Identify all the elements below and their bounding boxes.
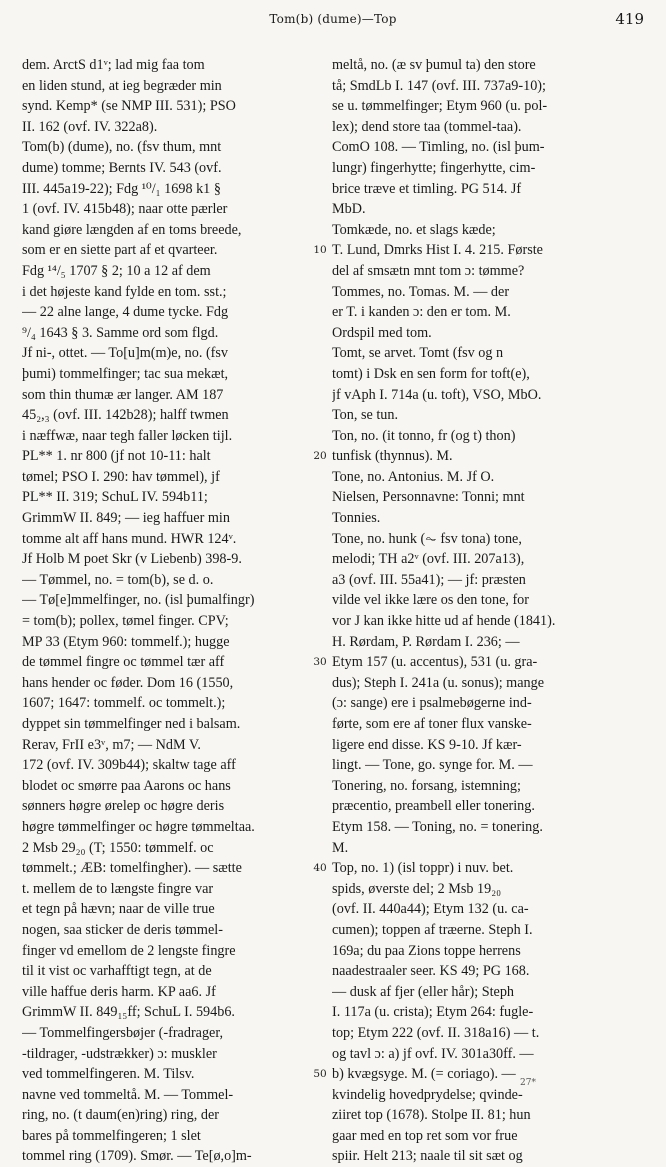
text-line: PL** II. 319; SchuL IV. 594b11;: [22, 489, 208, 506]
text-line: Ordspil med tom.: [332, 324, 432, 341]
text-line: T. Lund, Dmrks Hist I. 4. 215. Første: [332, 242, 543, 259]
text-line: nogen, saa sticker de deris tømmel-: [22, 921, 223, 938]
text-line: og tavl ɔ: a) jf ovf. IV. 301a30ff. —: [332, 1045, 534, 1062]
text-line: — Tø[e]mmelfinger, no. (isl þumalfingr): [22, 592, 255, 609]
text-line: lungr) fingerhytte; fingerhytte, cim-: [332, 159, 536, 176]
text-line: dus); Steph I. 241a (u. sonus); mange: [332, 674, 544, 691]
text-line: II. 162 (ovf. IV. 322a8).: [22, 118, 158, 135]
text-line: (ovf. II. 440a44); Etym 132 (u. ca-: [332, 901, 529, 918]
text-line: = tom(b); pollex, tømel finger. CPV;: [22, 613, 229, 630]
text-line: — 22 alne lange, 4 dume tycke. Fdg: [22, 304, 229, 321]
text-line: præcentio, preambell eller tonering.: [332, 798, 535, 815]
text-line: navne ved tommeltå. M. — Tommel-: [22, 1086, 234, 1103]
text-line: tommel ring (1709). Smør. — Te[ø,o]m-: [22, 1148, 252, 1165]
text-line: ziiret top (1678). Stolpe II. 81; hun: [332, 1107, 531, 1124]
text-line: 45₂,₃ (ovf. III. 142b28); halff twmen: [22, 407, 229, 424]
text-line: a3 (ovf. III. 55a41); — jf: præsten: [332, 571, 526, 588]
line-number-marker: 20: [313, 450, 327, 463]
text-line: Rerav, FrII e3ᵛ, m7; — NdM V.: [22, 736, 201, 753]
text-line: Tonnies.: [332, 510, 381, 527]
text-line: 172 (ovf. IV. 309b44); skaltw tage aff: [22, 757, 236, 774]
text-line: — Tommelfingersbøjer (-fradrager,: [22, 1024, 224, 1041]
text-line: b) kvægsyge. M. (= coriago). —: [332, 1066, 516, 1083]
text-line: sønners høgre ørelep oc høgre deris: [22, 798, 225, 815]
text-line: Tone, no. Antonius. M. Jf O.: [332, 468, 495, 485]
text-line: Fdg ¹⁴/₅ 1707 § 2; 10 a 12 af dem: [22, 262, 211, 279]
text-line: se u. tømmelfinger; Etym 960 (u. pol-: [332, 98, 548, 115]
text-line: 2 Msb 29₂₀ (T; 1550: tømmelf. oc: [22, 839, 214, 856]
text-line: lex); dend store taa (tommel-taa).: [332, 118, 522, 135]
text-line: som er en siette part af et qvarteer.: [22, 242, 218, 259]
text-line: naadestraaler seer. KS 49; PG 168.: [332, 963, 530, 980]
text-line: Tomkæde, no. et slags kæde;: [332, 221, 496, 238]
signature-mark: 27*: [520, 1078, 536, 1088]
text-line: gaar med en top ret som vor frue: [332, 1127, 518, 1144]
running-title: Tom(b) (dume)—Top: [269, 12, 397, 26]
text-line: vor J kan ikke hitte ud af hende (1841).: [332, 613, 556, 630]
text-line: 1607; 1647: tommelf. oc tommelt.);: [22, 695, 226, 712]
text-line: MbD.: [332, 201, 366, 218]
text-line: synd. Kemp* (se NMP III. 531); PSO: [22, 98, 236, 115]
text-line: Jf ni-, ottet. — To[u]m(m)e, no. (fsv: [22, 345, 229, 362]
text-line: Ton, se tun.: [332, 407, 398, 424]
text-line: dume) tomme; Bernts IV. 543 (ovf.: [22, 159, 222, 176]
text-line: Nielsen, Personnavne: Tonni; mnt: [332, 489, 525, 506]
text-line: tomt) i Dsk en sen form for toft(e),: [332, 365, 530, 382]
text-line: brice træve et timling. PG 514. Jf: [332, 180, 522, 197]
text-line: ring, no. (t daum(en)ring) ring, der: [22, 1107, 219, 1124]
text-line: (ɔ: sange) ere i psalmebøgerne ind-: [332, 695, 532, 712]
text-line: -tildrager, -udstrækker) ɔ: muskler: [22, 1045, 217, 1062]
text-line: GrimmW II. 849₁₅ff; SchuL I. 594b6.: [22, 1004, 235, 1021]
text-line: GrimmW II. 849; — ieg haffuer min: [22, 510, 230, 527]
text-line: tå; SmdLb I. 147 (ovf. III. 737a9-10);: [332, 77, 546, 94]
text-line: tunfisk (thynnus). M.: [332, 448, 453, 465]
text-line: cumen); toppen af træerne. Steph I.: [332, 921, 533, 938]
text-line: kand giøre længden af en toms breede,: [22, 221, 242, 238]
text-line: høgre tømmelfinger oc høgre tømmeltaa.: [22, 818, 255, 835]
text-line: — dusk af fjer (eller hår); Steph: [332, 983, 515, 1000]
text-line: dem. ArctS d1ᵛ; lad mig faa tom: [22, 57, 205, 73]
left-column: [22, 55, 322, 1167]
page-number: 419: [615, 10, 644, 28]
text-line: jf vAph I. 714a (u. toft), VSO, MbO.: [332, 386, 542, 403]
text-line: tomme alt aff hans mund. HWR 124ᵛ.: [22, 530, 237, 547]
text-line: tømel; PSO I. 290: hav tømmel), jf: [22, 468, 220, 485]
text-line: 169a; du paa Zions toppe herrens: [332, 942, 521, 959]
text-line: meltå, no. (æ sv þumul ta) den store: [332, 57, 536, 73]
text-line: I. 117a (u. crista); Etym 264: fugle-: [332, 1004, 534, 1021]
text-line: finger vd emellom de 2 lengste fingre: [22, 942, 236, 959]
text-line: de tømmel fingre oc tømmel tær aff: [22, 654, 225, 671]
text-line: III. 445a19-22); Fdg ¹⁰/₁ 1698 k1 §: [22, 180, 221, 197]
line-number-marker: 40: [313, 862, 327, 875]
text-line: spiir. Helt 213; naale til sit sæt og: [332, 1148, 523, 1165]
text-line: til it vist oc varhafftigt tegn, at de: [22, 963, 212, 980]
text-line: Tomt, se arvet. Tomt (fsv og n: [332, 345, 504, 362]
text-line: Tone, no. hunk (⏦ fsv tona) tone,: [332, 530, 522, 547]
text-line: M.: [332, 839, 349, 856]
text-line: — Tømmel, no. = tom(b), se d. o.: [22, 571, 214, 588]
text-line: i næffwæ, naar tegh faller løcken tijl.: [22, 427, 233, 444]
text-line: blodet oc smørre paa Aarons oc hans: [22, 777, 231, 794]
text-line: dyppet sin tømmelfinger ned i balsam.: [22, 716, 241, 732]
text-line: t. mellem de to længste fingre var: [22, 880, 214, 897]
text-line: som thin thumæ ær langer. AM 187: [22, 386, 224, 403]
text-line: Jf Holb M poet Skr (v Liebenb) 398-9.: [22, 551, 242, 568]
text-line: top; Etym 222 (ovf. II. 318a16) — t.: [332, 1024, 540, 1041]
text-line: Tonering, no. forsang, istemning;: [332, 777, 521, 794]
text-line: Tommes, no. Tomas. M. — der: [332, 283, 510, 300]
text-line: ved tommelfingeren. M. Tilsv.: [22, 1066, 195, 1083]
text-line: spids, øverste del; 2 Msb 19₂₀: [332, 880, 502, 897]
text-line: melodi; TH a2ᵛ (ovf. III. 207a13),: [332, 551, 525, 568]
text-line: hans hender oc føder. Dom 16 (1550,: [22, 674, 234, 691]
text-line: førte, som ere af toner flux vanske-: [332, 716, 532, 732]
text-line: del af smsætn mnt tom ɔ: tømme?: [332, 262, 525, 279]
text-line: ComO 108. — Timling, no. (isl þum-: [332, 139, 545, 156]
text-line: Tom(b) (dume), no. (fsv thum, mnt: [22, 139, 222, 156]
text-line: ligere end disse. KS 9-10. Jf kær-: [332, 736, 522, 753]
text-line: PL** 1. nr 800 (jf not 10-11: halt: [22, 448, 211, 465]
text-line: lingt. — Tone, go. synge for. M. —: [332, 757, 533, 774]
line-number-marker: 10: [313, 244, 327, 257]
text-line: en liden stund, at ieg begræder min: [22, 77, 222, 94]
text-line: kvindelig hovedprydelse; qvinde-: [332, 1086, 523, 1103]
text-line: ⁹/₄ 1643 § 3. Samme ord som flgd.: [22, 324, 219, 341]
text-line: Ton, no. (it tonno, fr (og t) thon): [332, 427, 516, 444]
text-line: þumi) tommelfinger; tac sua mekæt,: [22, 365, 229, 382]
text-line: H. Rørdam, P. Rørdam I. 236; —: [332, 633, 520, 650]
text-line: 1 (ovf. IV. 415b48); naar otte pærler: [22, 201, 228, 218]
text-line: Etym 157 (u. accentus), 531 (u. gra-: [332, 654, 538, 671]
text-line: bares på tommelfingeren; 1 slet: [22, 1127, 201, 1144]
text-line: et tegn på hævn; naar de ville true: [22, 901, 215, 918]
line-number-marker: 30: [313, 656, 327, 669]
text-line: Etym 158. — Toning, no. = tonering.: [332, 818, 543, 835]
page-header: [0, 10, 666, 34]
text-line: er T. i kanden ɔ: den er tom. M.: [332, 304, 511, 321]
line-number-marker: 50: [313, 1068, 327, 1081]
text-line: MP 33 (Etym 960: tommelf.); hugge: [22, 633, 230, 650]
text-line: tømmelt.; ÆB: tomelfingher). — sætte: [22, 860, 242, 877]
text-line: i det højeste kand fylde en tom. sst.;: [22, 283, 227, 300]
right-column: [332, 55, 642, 1167]
text-line: vilde vel ikke lære os den tone, for: [332, 592, 529, 609]
text-line: Top, no. 1) (isl toppr) i nuv. bet.: [332, 860, 514, 877]
text-line: ville haffue deris harm. KP aa6. Jf: [22, 983, 216, 1000]
